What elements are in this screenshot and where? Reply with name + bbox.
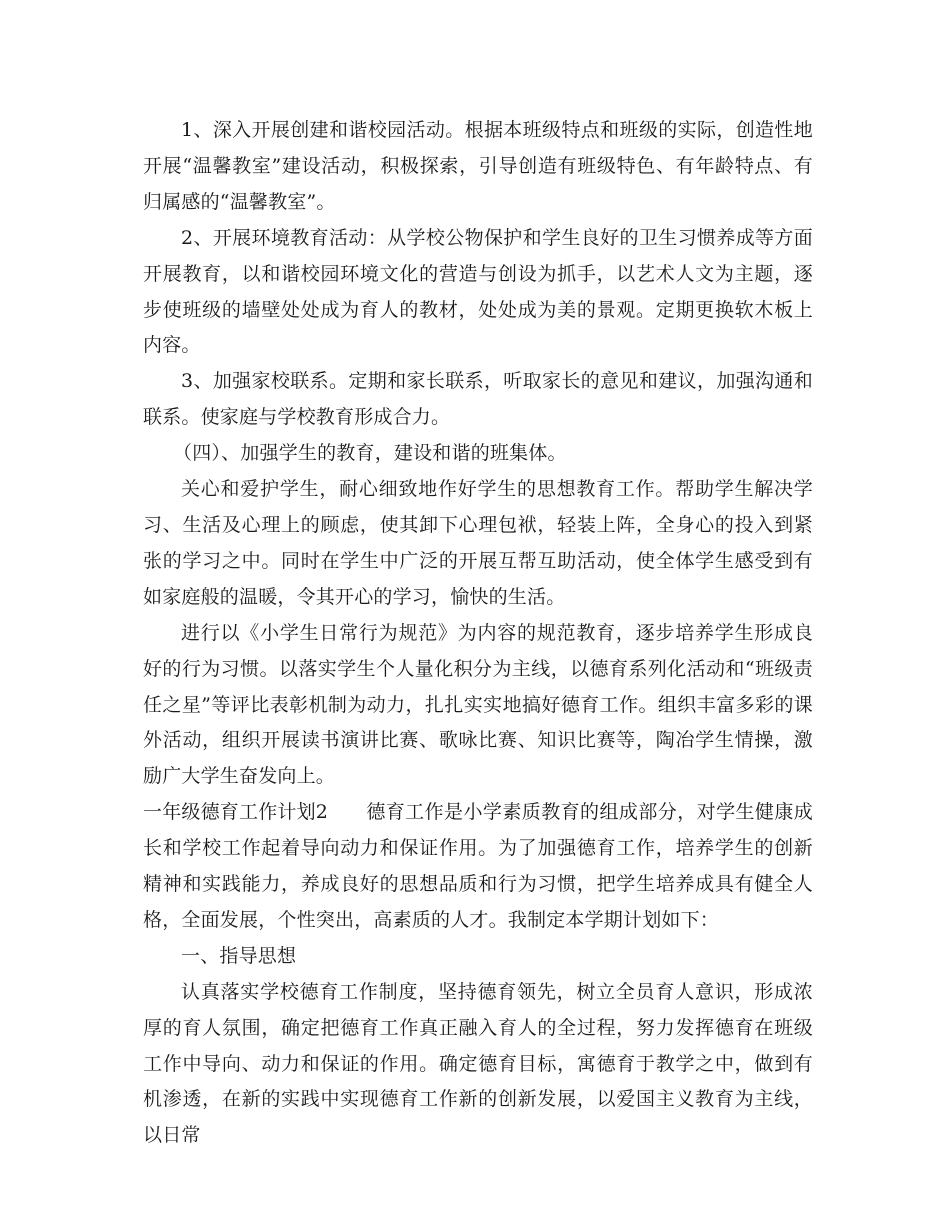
paragraph-6: 进行以《小学生日常行为规范》为内容的规范教育，逐步培养学生形成良好的行为习惯。以落实学生个人量化积分为主线，以德育系列化活动和“班级责任之星”等评比表彰机制为动力，扎扎实实地搞好德育工作。组织丰富多彩的课外活动，组织开展读书演讲比赛、歌咏比赛、知识比赛等，陶冶学生情操，激励广大学生奋发向上。 bbox=[143, 621, 813, 788]
paragraph-7-text: 德育工作是小学素质教育的组成部分，对学生健康成长和学校工作起着导向动力和保证作用。为了加强德育工作，培养学生的创新精神和实践能力，养成良好的思想品质和行为习惯，把学生培养成具有健全人格，全面发展，个性突出，高素质的人才。我制定本学期计划如下： bbox=[143, 801, 813, 931]
paragraph-1: 1、深入开展创建和谐校园活动。根据本班级特点和班级的实际，创造性地开展“温馨教室”建设活动，积极探索，引导创造有班级特色、有年龄特点、有归属感的“温馨教室”。 bbox=[143, 119, 813, 213]
plan-title: 一年级德育工作计划2 bbox=[143, 801, 329, 824]
section-heading-guiding: 一、指导思想 bbox=[181, 944, 297, 967]
paragraph-9: 认真落实学校德育工作制度，坚持德育领先，树立全员育人意识，形成浓厚的育人氛围，确定把德育工作真正融入育人的全过程，努力发挥德育在班级工作中导向、动力和保证的作用。确定德育目标，寓德育于教学之中，做到有机渗透，在新的实践中实现德育工作新的创新发展，以爱国主义教育为主线，以日常 bbox=[143, 980, 813, 1147]
paragraph-2: 2、开展环境教育活动：从学校公物保护和学生良好的卫生习惯养成等方面开展教育，以和谐校园环境文化的营造与创设为抓手，以艺术人文为主题，逐步使班级的墙壁处处成为育人的教材，处处成为美的景观。定期更换软木板上内容。 bbox=[143, 226, 813, 357]
section-heading-4: （四）、加强学生的教育，建设和谐的班集体。 bbox=[173, 442, 567, 465]
paragraph-7 bbox=[143, 795, 813, 939]
paragraph-3: 3、加强家校联系。定期和家长联系，听取家长的意见和建议，加强沟通和联系。使家庭与学校教育形成合力。 bbox=[143, 370, 813, 429]
document-body bbox=[143, 113, 813, 1154]
paragraph-5: 关心和爱护学生，耐心细致地作好学生的思想教育工作。帮助学生解决学习、生活及心理上的顾虑，使其卸下心理包袱，轻装上阵，全身心的投入到紧张的学习之中。同时在学生中广泛的开展互帮互助活动，使全体学生感受到有如家庭般的温暖，令其开心的学习，愉快的生活。 bbox=[143, 478, 813, 608]
